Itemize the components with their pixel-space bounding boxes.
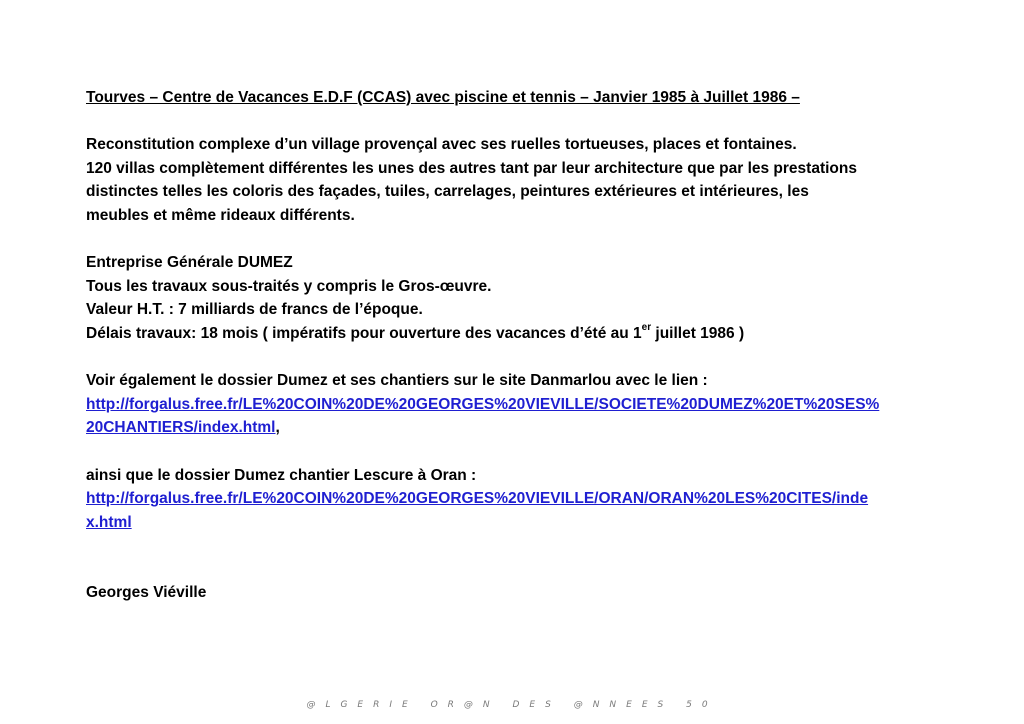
link-1-comma: , xyxy=(275,419,280,437)
spacer xyxy=(86,440,946,464)
deadline-text: Délais travaux: 18 mois ( impératifs pour ouverture des vacances d’été au 1 xyxy=(86,324,642,342)
spacer xyxy=(86,228,946,252)
description-line-3: distinctes telles les coloris des façades, tuiles, carrelages, peintures extérieures et intérieures, les xyxy=(86,183,809,201)
company-line: Entreprise Générale DUMEZ xyxy=(86,254,293,272)
page-footer: @LGERIE OR@N DES @NNEES 50 xyxy=(306,700,718,710)
deadline-line xyxy=(86,322,946,346)
link-2-row-1 xyxy=(86,487,946,511)
deadline-superscript: er xyxy=(641,321,652,333)
spacer xyxy=(86,534,946,581)
oran-cites-link-continued[interactable]: x.html xyxy=(86,513,132,531)
document-body xyxy=(86,86,946,605)
description-line-1: Reconstitution complexe d’un village provençal avec ses ruelles tortueuses, places et fontaines. xyxy=(86,136,797,154)
link-1-row-2 xyxy=(86,416,946,440)
dumez-chantiers-link[interactable]: http://forgalus.free.fr/LE%20COIN%20DE%20GEORGES%20VIEVILLE/SOCIETE%20DUMEZ%20ET%20SES% xyxy=(86,395,880,413)
link-1-row-1 xyxy=(86,393,946,417)
oran-cites-link[interactable]: http://forgalus.free.fr/LE%20COIN%20DE%20GEORGES%20VIEVILLE/ORAN/ORAN%20LES%20CITES/inde xyxy=(86,490,869,508)
see-also-line-1: Voir également le dossier Dumez et ses chantiers sur le site Danmarlou avec le lien : xyxy=(86,372,708,390)
signature: Georges Viéville xyxy=(86,584,207,602)
description-line-2: 120 villas complètement différentes les unes des autres tant par leur architecture que par les prestations xyxy=(86,159,857,177)
see-also-line-2: ainsi que le dossier Dumez chantier Lescure à Oran : xyxy=(86,466,477,484)
spacer xyxy=(86,110,946,134)
document-title: Tourves – Centre de Vacances E.D.F (CCAS) avec piscine et tennis – Janvier 1985 à Juillet 1986 – xyxy=(86,89,800,106)
value-line: Valeur H.T. : 7 milliards de francs de l’époque. xyxy=(86,301,423,319)
link-2-row-2 xyxy=(86,511,946,535)
spacer xyxy=(86,346,946,370)
description-line-4: meubles et même rideaux différents. xyxy=(86,206,355,224)
deadline-text-end: juillet 1986 ) xyxy=(651,324,745,342)
dumez-chantiers-link-continued[interactable]: 20CHANTIERS/index.html xyxy=(86,419,276,437)
works-line: Tous les travaux sous-traités y compris le Gros-œuvre. xyxy=(86,277,492,295)
